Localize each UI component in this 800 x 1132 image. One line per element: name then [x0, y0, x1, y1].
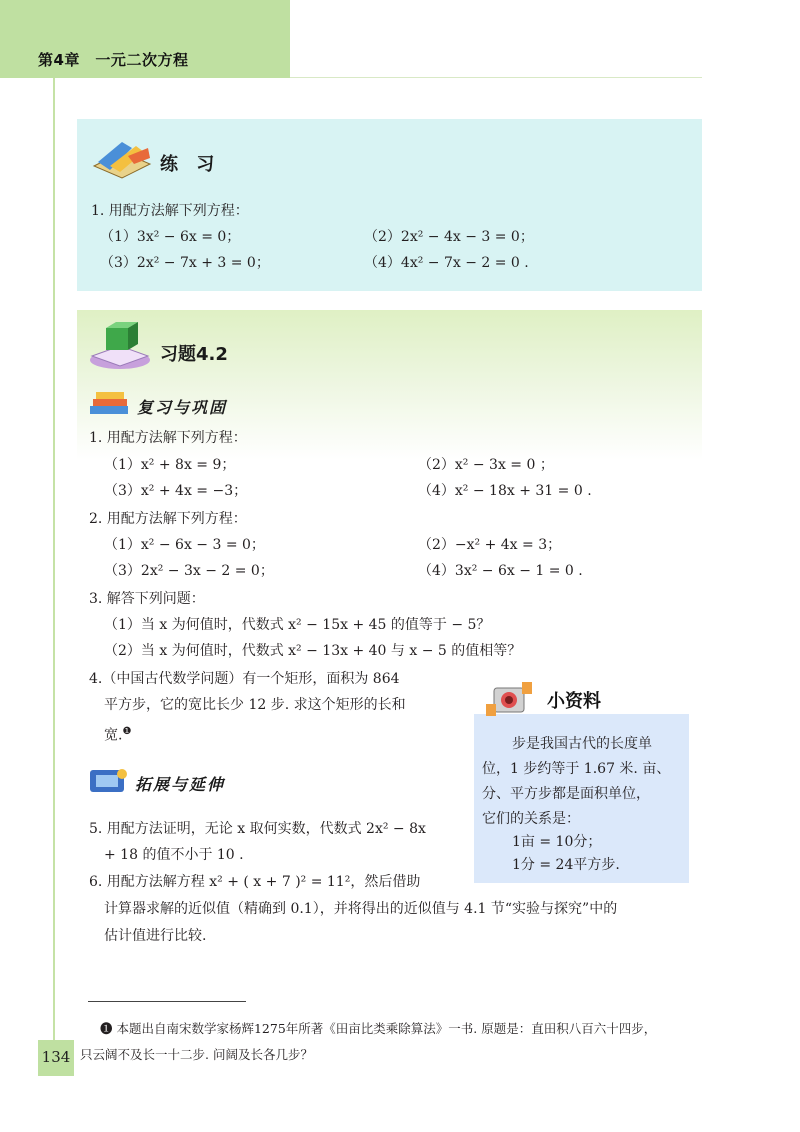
footnote-marker[interactable]: ❶ [122, 726, 132, 737]
chapter-title: 第4章 一元二次方程 [38, 51, 189, 69]
info-title: 小资料 [547, 691, 601, 712]
exercise-q3: 3. 解答下列问题： [89, 591, 205, 607]
practice-title: 练 习 [160, 154, 221, 175]
exercise-q4-line: 宽.$^❶$ [104, 726, 132, 744]
footnote-line: ❶ 本题出自南宋数学家杨辉1275年所著《田亩比类乘除算法》一书. 原题是：直田积八百六十四步， [100, 1021, 657, 1036]
exercise-q4-line: 平方步，它的宽比长少 12 步. 求这个矩形的长和 [104, 697, 406, 713]
footnote-line: 只云阔不及长一十二步. 问阔及长各几步？ [80, 1047, 313, 1062]
info-line: 分、平方步都是面积单位， [482, 786, 650, 802]
exercise-q3-item: （2）当 x 为何值时，代数式 x² − 13x + 40 与 x − 5 的值相等？ [104, 643, 522, 659]
extension-icon [88, 766, 130, 796]
review-heading: 复习与巩固 [137, 398, 228, 417]
practice-item: （4）4x² − 7x − 2 = 0 . [364, 255, 529, 271]
exercise-q2-item: （3）2x² − 3x − 2 = 0； [104, 563, 274, 579]
exercise-title: 习题4.2 [160, 344, 228, 365]
page-number: 134 [41, 1048, 71, 1066]
info-line: 1分 = 24平方步. [512, 857, 620, 873]
exercise-q2: 2. 用配方法解下列方程： [89, 511, 247, 527]
exercise-book-icon [86, 322, 152, 372]
header-rule [290, 77, 702, 78]
left-margin-bar [53, 78, 55, 1040]
exercise-q6-line: 6. 用配方法解方程 x² + ( x + 7 )² = 11²，然后借助 [89, 874, 421, 890]
info-line: 步是我国古代的长度单 [512, 736, 652, 752]
practice-item: （2）2x² − 4x − 3 = 0； [364, 229, 534, 245]
exercise-q5-line: + 18 的值不小于 10 . [104, 847, 244, 863]
footnote-rule [88, 1001, 246, 1002]
info-line: 位，1 步约等于 1.67 米. 亩、 [482, 761, 671, 777]
info-line: 它们的关系是： [482, 811, 580, 827]
practice-item: （1）3x² − 6x = 0； [100, 229, 241, 245]
exercise-q5-line: 5. 用配方法证明，无论 x 取何实数，代数式 2x² − 8x [89, 821, 426, 837]
exercise-q1-item: （2）x² − 3x = 0 ； [418, 457, 554, 473]
info-camera-icon [482, 676, 542, 722]
info-line: 1亩 = 10分； [512, 834, 602, 850]
exercise-q1-item: （1）x² + 8x = 9； [104, 457, 236, 473]
review-books-icon [88, 390, 132, 418]
exercise-q2-item: （1）x² − 6x − 3 = 0； [104, 537, 265, 553]
exercise-q1-item: （4）x² − 18x + 31 = 0 . [418, 483, 592, 499]
exercise-q2-item: （2）−x² + 4x = 3； [418, 537, 562, 553]
exercise-q3-item: （1）当 x 为何值时，代数式 x² − 15x + 45 的值等于 − 5？ [104, 617, 491, 633]
exercise-q2-item: （4）3x² − 6x − 1 = 0 . [418, 563, 583, 579]
exercise-q4-line: 4.（中国古代数学问题）有一个矩形，面积为 864 [89, 671, 400, 687]
practice-item: （3）2x² − 7x + 3 = 0； [100, 255, 270, 271]
exercise-q1-item: （3）x² + 4x = −3； [104, 483, 248, 499]
exercise-q6-line: 计算器求解的近似值（精确到 0.1），并将得出的近似值与 4.1 节“实验与探究”中的 [104, 901, 618, 917]
exercise-q1: 1. 用配方法解下列方程： [89, 430, 247, 446]
exercise-q6-line: 估计值进行比较. [104, 928, 207, 944]
extension-heading: 拓展与延伸 [135, 775, 226, 794]
practice-q1: 1. 用配方法解下列方程： [91, 203, 249, 219]
practice-book-icon [88, 136, 154, 182]
